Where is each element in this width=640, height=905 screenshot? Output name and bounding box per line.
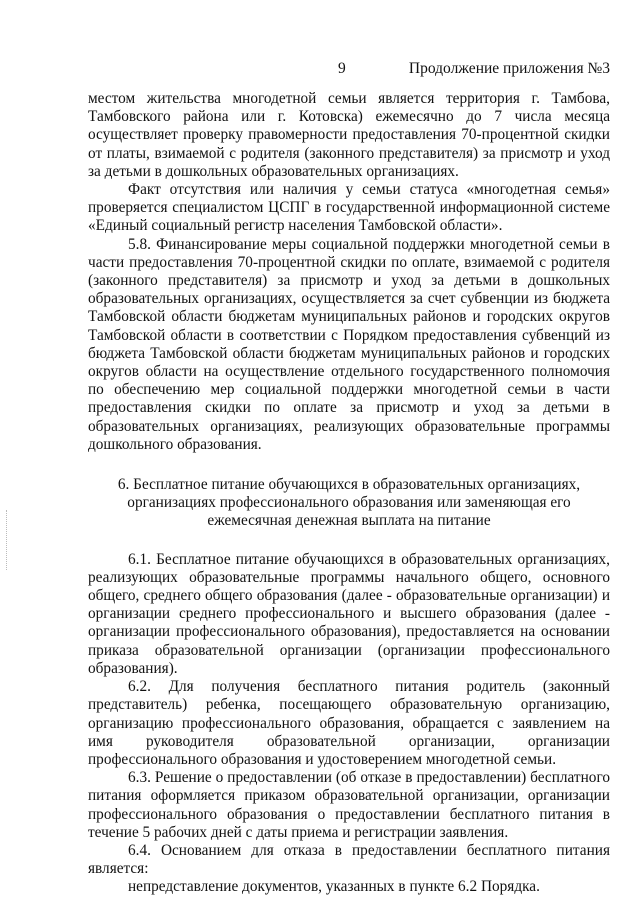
- section-title: 6. Бесплатное питание обучающихся в образовательных организациях, организациях профессионального образования или заменяющая его ежемесячная денежная выплата на питание: [117, 476, 581, 530]
- document-body: [88, 90, 610, 897]
- margin-scan-mark: [6, 510, 9, 570]
- paragraph-1: местом жительства многодетной семьи является территория г. Тамбова, Тамбовского района или г. Котовска) ежемесячно до 7 числа месяца осуществляет проверку правомерности предоставления 70-процентной скидки от платы, взимаемой с родителя (законного представителя) за присмотр и уход за детьми в дошкольных образовательных организациях.: [88, 90, 610, 180]
- page-number: 9: [338, 60, 346, 77]
- paragraph-6-3: 6.3. Решение о предоставлении (об отказе в предоставлении) бесплатного питания оформляется приказом образовательной организации, организации профессионального образования о предоставлении бесплатного питания в течение 5 рабочих дней с даты приема и регистрации заявления.: [88, 769, 610, 841]
- paragraph-5-8: 5.8. Финансирование меры социальной поддержки многодетной семьи в части предоставления 70-процентной скидки по оплате, взимаемой с родителя (законного представителя) за присмотр и уход за детьми в дошкольных образовательных организациях, осуществляется за счет субвенции из бюджета Тамбовской области бюджетам муниципальных районов и городских округов Тамбовской области в соответствии с Порядком предоставления субвенций из бюджета Тамбовской области бюджетам муниципальных районов и городских округов области на осуществление отдельного государственного полномочия по обеспечению мер социальной поддержки многодетной семьи в части предоставления скидки по оплате за присмотр и уход за детьми в образовательных организациях, реализующих образовательные программы дошкольного образования.: [88, 235, 610, 453]
- paragraph-6-2: 6.2. Для получения бесплатного питания родитель (законный представитель) ребенка, посещающего образовательную организацию, организацию профессионального образования, обращается с заявлением на имя руководителя образовательной организации, организации профессионального образования и удостоверением многодетной семьи.: [88, 678, 610, 768]
- appendix-label: Продолжение приложения №3: [408, 60, 610, 77]
- paragraph-6-1: 6.1. Бесплатное питание обучающихся в образовательных организациях, реализующих образовательные программы начального общего, основного общего, среднего общего образования (далее - образовательные организации) и организации среднего профессионального и высшего образования (далее - организации профессионального образования), предоставляется на основании приказа образовательной организации (организации профессионального образования).: [88, 550, 610, 677]
- page-header: [88, 60, 610, 80]
- paragraph-2: Факт отсутствия или наличия у семьи статуса «многодетная семья» проверяется специалистом ЦСПГ в государственной информационной системе «Единый социальный регистр населения Тамбовской области».: [88, 181, 610, 235]
- paragraph-6-4: 6.4. Основанием для отказа в предоставлении бесплатного питания является:: [88, 841, 610, 878]
- paragraph-refusal-reason: непредставление документов, указанных в пункте 6.2 Порядка.: [128, 878, 540, 896]
